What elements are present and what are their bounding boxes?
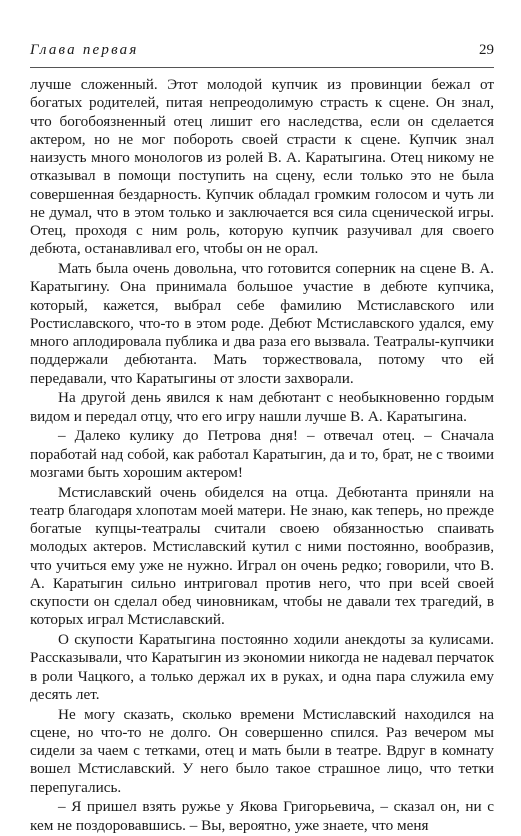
paragraph: лучше сложенный. Этот молодой купчик из провинции бежал от богатых родителей, питая непреодолимую страсть к сцене. Он знал, что богобоязненный отец лишит его наследства, если он сделается актером, но не мог побороть своей страсти к сцене. Купчик знал наизусть много монологов из ролей В. А. Каратыгина. Отец никому не отказывал в помощи поступить на сцену, если только это не была совершенная бездарность. Купчик обладал громким голосом и чуть ли не думал, что в этом только и заключается вся сила сценической игры. Отец, проходя с ним роль, которую купчик разучивал для своего дебюта, останавливал его, чтобы он не орал. xyxy=(30,76,494,258)
paragraph: На другой день явился к нам дебютант с необыкновенно гордым видом и передал отцу, что его игру нашли лучше В. А. Каратыгина. xyxy=(30,389,494,425)
paragraph: – Я пришел взять ружье у Якова Григорьевича, – сказал он, ни с кем не поздоровавшись. – Вы, вероятно, уже знаете, что меня xyxy=(30,798,494,834)
chapter-title: Глава первая xyxy=(30,42,139,58)
paragraph: О скупости Каратыгина постоянно ходили анекдоты за кулисами. Рассказывали, что Каратыгин из экономии никогда не надевал перчаток в роли Чацкого, а только держал их в руках, и одна пара служила ему десять лет. xyxy=(30,631,494,703)
header-rule xyxy=(30,67,494,68)
paragraph: Мать была очень довольна, что готовится соперник на сцене В. А. Каратыгину. Она принимала большое участие в дебюте купчика, который, кажется, выбрал себе фамилию Мстиславского или Ростиславского, что-то в этом роде. Дебют Мстиславского удался, ему много аплодировала публика и два раза его вызвала. Театралы-купчики поддержали дебютанта. Мать торжествовала, потому что ей передавали, что Каратыгины от злости захворали. xyxy=(30,260,494,387)
paragraph: Мстиславский очень обиделся на отца. Дебютанта приняли на театр благодаря хлопотам моей матери. Не знаю, как теперь, но прежде богатые купцы-театралы считали своею обязанностью спаивать молодых актеров. Мстиславский кутил с ними постоянно, вообразив, что учиться ему уже не нужно. Играл он очень редко; говорили, что В. А. Каратыгин сильно интриговал против него, что при всей своей скупости он сделал обед чиновникам, чтобы не давали тех трагедий, в которых играл Мстиславский. xyxy=(30,483,494,629)
paragraph: Не могу сказать, сколько времени Мстиславский находился на сцене, но что-то не долго. Он совершенно спился. Раз вечером мы сидели за чаем с тетками, отец и мать были в театре. Вдруг в комнату вошел Мстиславский. У него было такое страшное лицо, что тетки перепугались. xyxy=(30,705,494,796)
running-head xyxy=(30,42,494,64)
page-number: 29 xyxy=(479,42,494,58)
body-text xyxy=(30,76,494,836)
paragraph: – Далеко кулику до Петрова дня! – отвечал отец. – Сначала поработай над собой, как работал Каратыгин, да и то, брат, не с твоими мозгами быть хорошим актером! xyxy=(30,427,494,481)
